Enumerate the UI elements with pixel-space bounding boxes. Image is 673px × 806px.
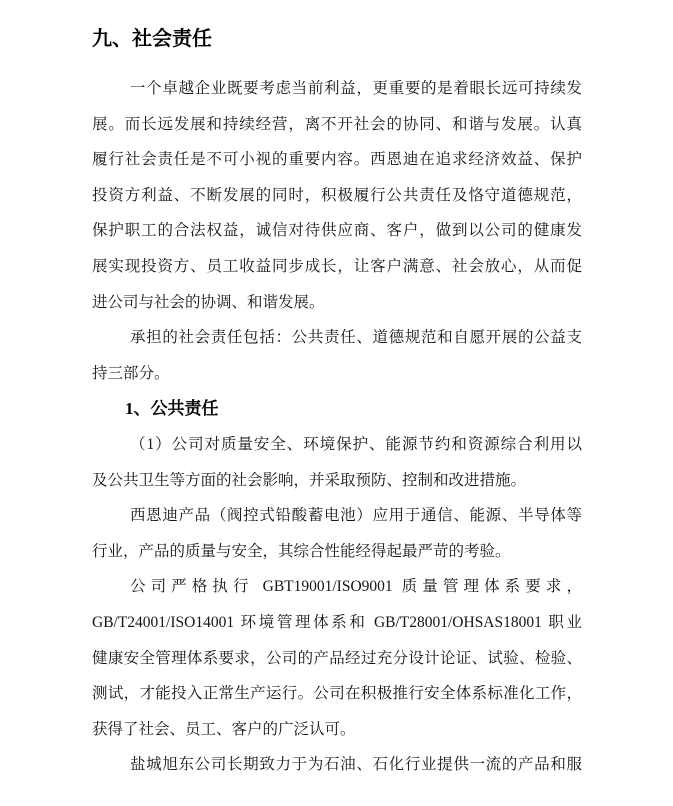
text-line: 测试，才能投入正常生产运行。公司在积极推行安全体系标准化工作， bbox=[92, 685, 582, 703]
subsection-heading: 1、公共责任 bbox=[125, 399, 219, 419]
text-line: 履行社会责任是不可小视的重要内容。西恩迪在追求经济效益、保护 bbox=[92, 151, 582, 169]
text-line: 西恩迪产品（阀控式铅酸蓄电池）应用于通信、能源、半导体等 bbox=[130, 507, 582, 525]
text-line: （1）公司对质量安全、环境保护、能源节约和资源综合利用以 bbox=[130, 435, 582, 453]
document-content bbox=[92, 26, 582, 783]
text-line: 获得了社会、员工、客户的广泛认可。 bbox=[92, 720, 356, 738]
text-line: 展。而长远发展和持续经营，离不开社会的协同、和谐与发展。认真 bbox=[92, 115, 582, 133]
text-line: 投资方利益、不断发展的同时，积极履行公共责任及恪守道德规范， bbox=[92, 186, 582, 204]
text-line: 保护职工的合法权益，诚信对待供应商、客户，做到以公司的健康发 bbox=[92, 222, 582, 240]
text-line: GB/T24001/ISO14001 环境管理体系和 GB/T28001/OHSAS18001 职业 bbox=[92, 613, 582, 631]
text-line: 健康安全管理体系要求，公司的产品经过充分设计论证、试验、检验、 bbox=[92, 649, 582, 667]
text-line: 进公司与社会的协调、和谐发展。 bbox=[92, 293, 325, 311]
text-line: 承担的社会责任包括：公共责任、道德规范和自愿开展的公益支 bbox=[130, 329, 582, 347]
text-line: 行业，产品的质量与安全，其综合性能经得起最严苛的考验。 bbox=[92, 542, 511, 560]
text-line: 公司严格执行 GBT19001/ISO9001 质量管理体系要求， bbox=[130, 578, 582, 596]
text-line: 盐城旭东公司长期致力于为石油、石化行业提供一流的产品和服 bbox=[130, 756, 582, 774]
text-line: 一个卓越企业既要考虑当前利益，更重要的是着眼长远可持续发 bbox=[130, 80, 582, 97]
text-line: 及公共卫生等方面的社会影响，并采取预防、控制和改进措施。 bbox=[92, 471, 527, 489]
text-line: 展实现投资方、员工收益同步成长，让客户满意、社会放心，从而促 bbox=[92, 257, 582, 275]
text-line: 持三部分。 bbox=[92, 364, 170, 382]
section-heading: 九、社会责任 bbox=[92, 28, 212, 50]
